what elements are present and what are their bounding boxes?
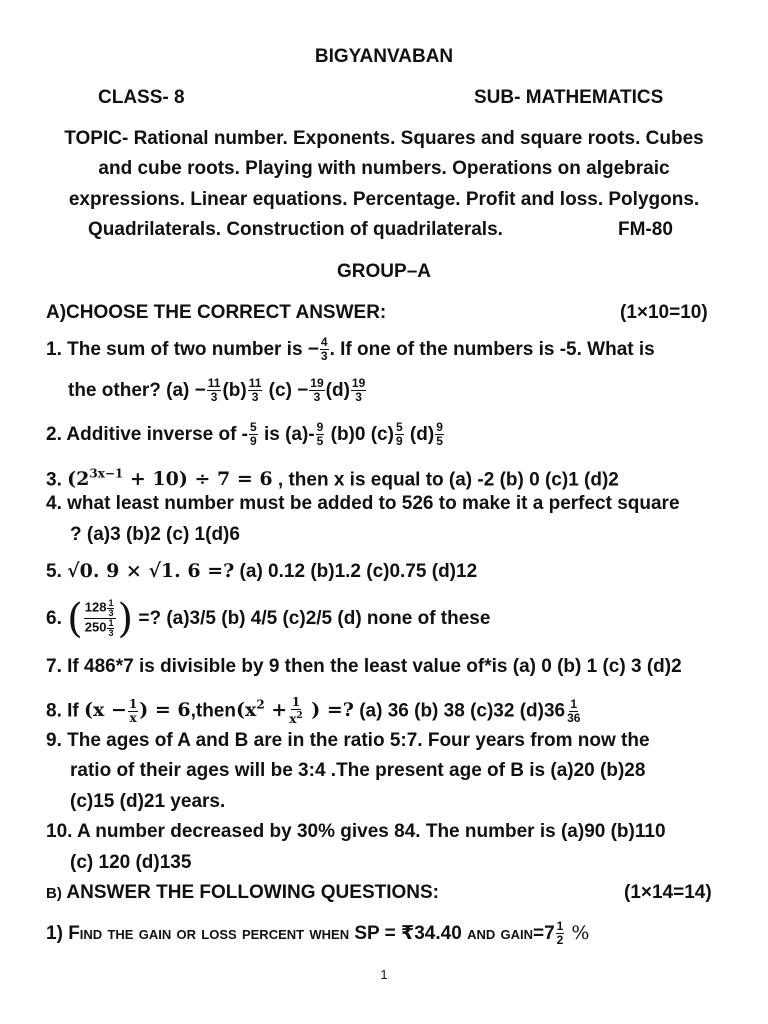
question-4-line-2: ? (a)3 (b)2 (c) 1(d)6: [70, 524, 240, 545]
exponent-expression: $(2^{3x-1} + 10) \div 7 = 6$: [67, 467, 273, 491]
fraction: $\frac{5}{9}$: [250, 420, 257, 449]
question-6: 6. ( 128 $\frac{1}{3}$ 250 $\frac{1}{3}$ ) =? (a)3/5 (b) 4/5 (c)2/5 (d) none of these: [46, 595, 491, 642]
question-1-line-2: the other? (a) − $\frac{11}{3}$ (b) $\frac{11}{3}$ (c) − $\frac{19}{3}$ (d) $\frac{19}{3}$: [68, 376, 366, 405]
question-2: 2. Additive inverse of - $\frac{5}{9}$ is (a)- $\frac{9}{5}$ (b)0 (c) $\frac{5}{9}$ (d) $\frac{9}{5}$: [46, 420, 443, 449]
fraction: $\frac{1}{2}$: [556, 919, 564, 948]
section-b-question-1: 1) Find the gain or loss percent when SP = ₹34.40 and gain=7 $\frac{1}{2}$ %: [46, 919, 590, 948]
question-1-line-1: 1. The sum of two number is − $\frac{4}{3}$ . If one of the numbers is -5. What is: [46, 335, 655, 364]
topic-line-1: TOPIC- Rational number. Exponents. Squares and square roots. Cubes: [64, 128, 704, 149]
option-a-fraction: $\frac{11}{3}$: [207, 376, 221, 405]
option-c-fraction: $\frac{5}{9}$: [395, 420, 403, 449]
option-d-fraction: $\frac{1}{36}$: [567, 696, 581, 725]
section-a-heading: A)CHOOSE THE CORRECT ANSWER:: [46, 302, 387, 323]
option-d-fraction: $\frac{9}{5}$: [436, 420, 443, 449]
fraction: $\frac{4}{3}$: [320, 335, 328, 364]
paren-right: ): [117, 595, 134, 642]
class-label: CLASS- 8: [98, 87, 185, 108]
paren-left: (: [67, 595, 83, 642]
question-3: 3. $(2^{3x-1} + 10) \div 7 = 6$ , then x is equal to (a) -2 (b) 0 (c)1 (d)2: [46, 467, 619, 491]
school-name: BIGYANVABAN: [314, 46, 454, 67]
topic-line-2: and cube roots. Playing with numbers. Operations on algebraic: [98, 158, 670, 179]
group-title: GROUP–A: [337, 261, 431, 282]
topic-line-3: expressions. Linear equations. Percentage. Profit and loss. Polygons.: [68, 189, 700, 210]
question-10-line-2: (c) 120 (d)135: [70, 852, 192, 873]
sqrt-expression: √0. 9 × √1. 6 =?: [67, 560, 235, 582]
cube-root-fraction: 128 $\frac{1}{3}$ 250 $\frac{1}{3}$: [84, 599, 117, 638]
section-b-heading: B) ANSWER THE FOLLOWING QUESTIONS:: [46, 882, 439, 903]
question-8: 8. If (x − $\frac{1}{x}$ ) = $6,then(x^2$ + $\frac{1}{x^2}$ ) =? (a) 36 (b) 38 (c)32 (d)36 $\frac{1}{36}$: [46, 695, 581, 727]
option-b-fraction: $\frac{11}{3}$: [248, 376, 262, 405]
page-number: 1: [380, 967, 388, 982]
option-d-fraction: $\frac{19}{3}$: [351, 376, 366, 405]
question-5: 5. √0. 9 × √1. 6 =? (a) 0.12 (b)1.2 (c)0.75 (d)12: [46, 560, 478, 582]
question-9-line-3: (c)15 (d)21 years.: [70, 791, 226, 812]
option-c-fraction: $\frac{19}{3}$: [310, 376, 324, 405]
section-a-marks: (1×10=10): [620, 302, 708, 323]
section-b-marks: (1×14=14): [624, 882, 712, 903]
question-7: 7. If 486*7 is divisible by 9 then the least value of*is (a) 0 (b) 1 (c) 3 (d)2: [46, 656, 682, 677]
topic-line-4: Quadrilaterals. Construction of quadrilaterals.: [88, 219, 503, 240]
subject-label: SUB- MATHEMATICS: [474, 87, 664, 108]
full-marks: FM-80: [618, 219, 673, 240]
question-10-line-1: 10. A number decreased by 30% gives 84. The number is (a)90 (b)110: [46, 821, 666, 842]
option-a-fraction: $\frac{9}{5}$: [316, 420, 324, 449]
question-9-line-2: ratio of their ages will be 3:4 .The present age of B is (a)20 (b)28: [70, 760, 646, 781]
question-4-line-1: 4. what least number must be added to 526 to make it a perfect square: [46, 493, 680, 514]
question-9-line-1: 9. The ages of A and B are in the ratio 5:7. Four years from now the: [46, 730, 650, 751]
